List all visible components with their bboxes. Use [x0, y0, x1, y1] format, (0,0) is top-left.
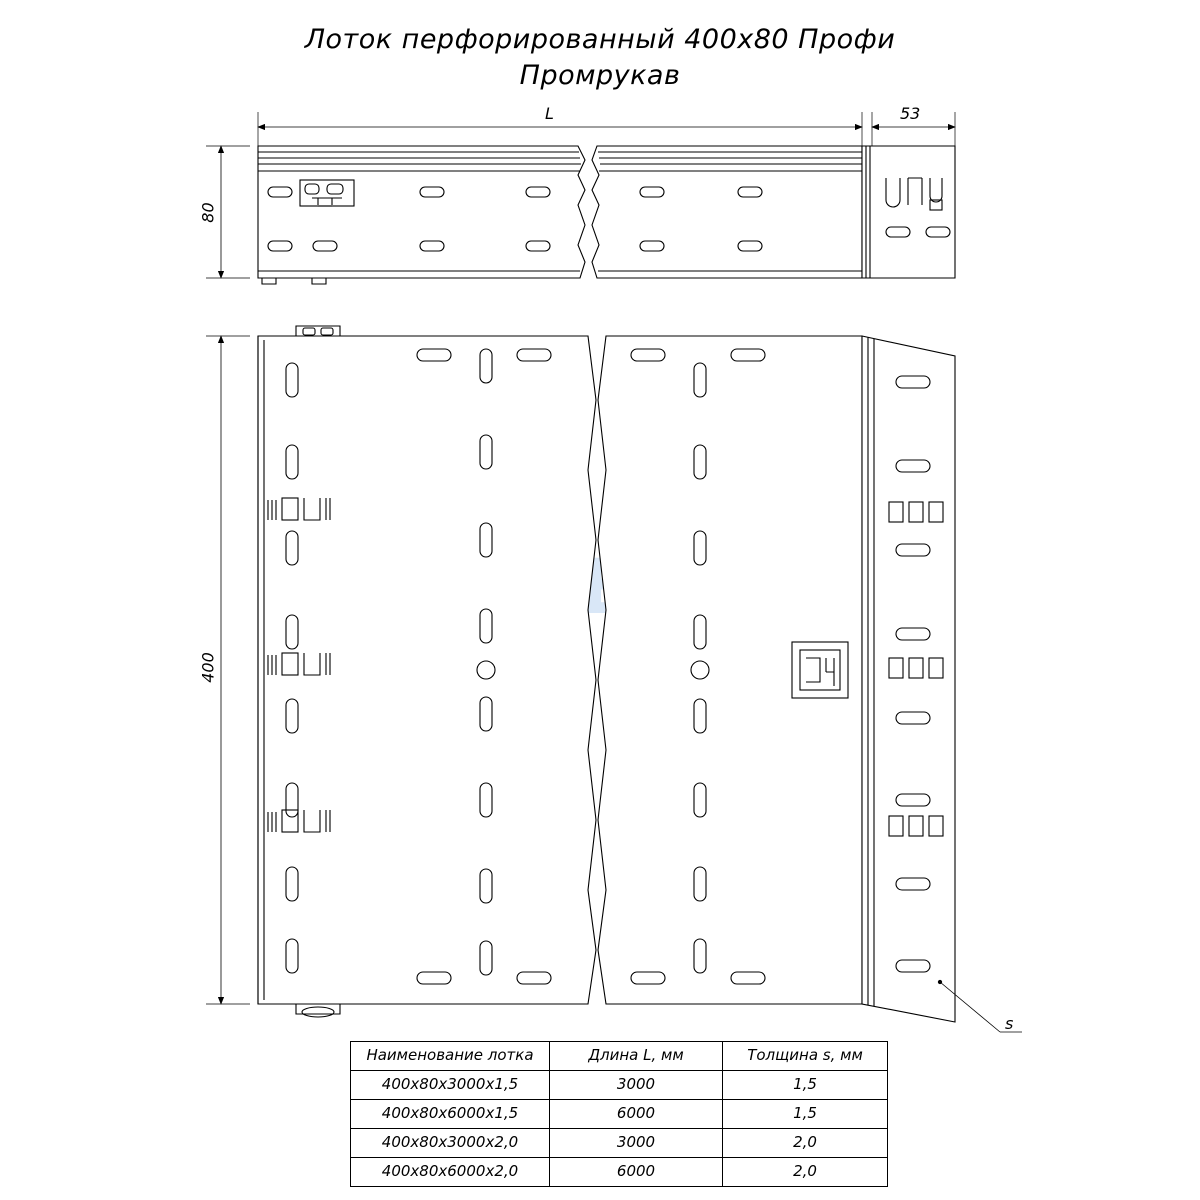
table-header-row — [351, 1042, 888, 1071]
dimension-length-label: L — [545, 104, 554, 123]
table-row — [351, 1158, 888, 1187]
table-header-thickness: Толщина s, мм — [723, 1042, 888, 1071]
cell-name: 400х80х6000х1,5 — [351, 1100, 550, 1129]
cell-name: 400х80х3000х1,5 — [351, 1071, 550, 1100]
specification-table — [350, 1041, 888, 1187]
table-row — [351, 1129, 888, 1158]
cell-name: 400х80х3000х2,0 — [351, 1129, 550, 1158]
table-row — [351, 1071, 888, 1100]
dimension-width-label: 400 — [198, 652, 218, 683]
cell-thickness: 2,0 — [723, 1129, 888, 1158]
dimension-height-label: 80 — [198, 202, 218, 223]
title-line-2: Промрукав — [519, 60, 681, 91]
table-header-name: Наименование лотка — [351, 1042, 550, 1071]
dimension-thickness-label: s — [1005, 1014, 1014, 1033]
title-line-1: Лоток перфорированный 400x80 Профи — [304, 24, 896, 55]
table-header-length: Длина L, мм — [550, 1042, 723, 1071]
cell-thickness: 2,0 — [723, 1158, 888, 1187]
cell-length: 6000 — [550, 1158, 723, 1187]
table-row — [351, 1100, 888, 1129]
cell-name: 400х80х6000х2,0 — [351, 1158, 550, 1187]
cell-thickness: 1,5 — [723, 1071, 888, 1100]
cell-length: 3000 — [550, 1129, 723, 1158]
cell-length: 6000 — [550, 1100, 723, 1129]
cell-thickness: 1,5 — [723, 1100, 888, 1129]
cell-length: 3000 — [550, 1071, 723, 1100]
dimension-flange-label: 53 — [900, 104, 921, 123]
